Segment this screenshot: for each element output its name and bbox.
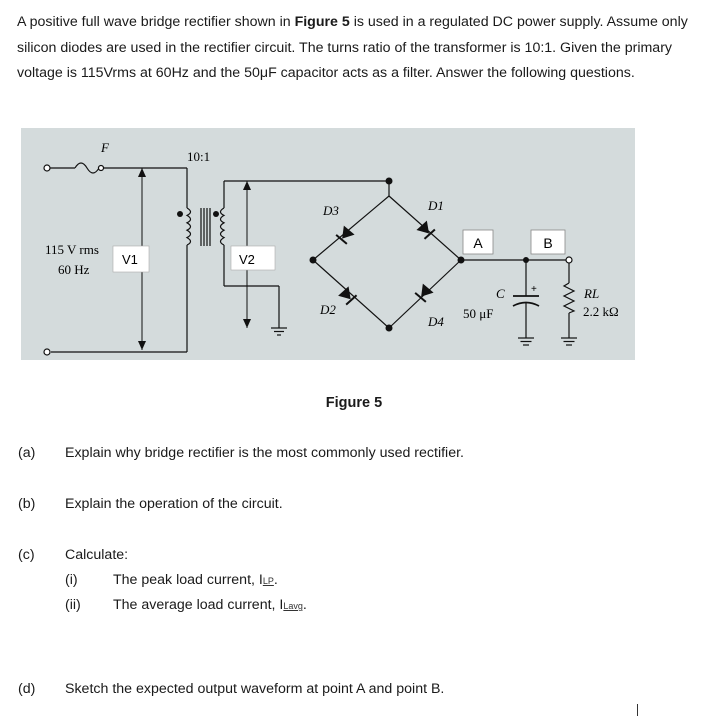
d3-label: D3 xyxy=(323,203,339,218)
input-terminal-top xyxy=(44,165,50,171)
load-name-label: RL xyxy=(584,286,600,301)
question-d-label: (d) xyxy=(18,681,36,697)
question-c-label: (c) xyxy=(18,547,35,563)
point-b-label: B xyxy=(543,235,553,251)
question-c-ii: (ii) The average load current, ILavg. xyxy=(65,597,307,613)
source-frequency-label: 60 Hz xyxy=(58,262,90,277)
secondary-dot xyxy=(213,211,219,217)
question-c-ii-subscript: Lavg xyxy=(283,601,303,611)
question-c-i: (i) The peak load current, ILP. xyxy=(65,572,278,588)
primary-dot xyxy=(177,211,183,217)
capacitor-value-label: 50 μF xyxy=(463,306,494,321)
circuit-diagram xyxy=(21,128,635,360)
question-d-text: Sketch the expected output waveform at point A and point B. xyxy=(65,681,445,697)
fuse-label: F xyxy=(101,140,109,155)
intro-text-end: is used in a regulated DC power supply. Assume only silicon diodes are used in the rectifier circuit. The turns ratio of the transformer is 10:1. Given the primary voltage is 115Vrms at 60Hz and the 50μF capacitor acts as a filter. Answer the following questions. xyxy=(17,14,688,81)
d4-label: D4 xyxy=(428,314,444,329)
source-voltage-label: 115 V rms xyxy=(45,242,99,257)
input-terminal-bottom xyxy=(44,349,50,355)
d2-label: D2 xyxy=(320,302,336,317)
question-c-i-subscript: LP xyxy=(262,576,274,586)
question-a-label: (a) xyxy=(18,445,36,461)
question-c-text: Calculate: xyxy=(65,547,129,563)
load-value-label: 2.2 kΩ xyxy=(583,304,619,319)
question-b-label: (b) xyxy=(18,496,36,512)
turns-ratio-label: 10:1 xyxy=(187,149,211,164)
intro-text-start: A positive full wave bridge rectifier shown in xyxy=(17,14,295,30)
capacitor-plus-label: + xyxy=(531,284,537,295)
question-a-text: Explain why bridge rectifier is the most commonly used rectifier. xyxy=(65,445,464,461)
figure-caption: Figure 5 xyxy=(325,395,383,411)
question-c-i-text: The peak load current, I xyxy=(113,572,263,588)
question-b-text: Explain the operation of the circuit. xyxy=(65,496,283,512)
d1-label: D1 xyxy=(428,198,444,213)
capacitor-name-label: C xyxy=(496,286,505,301)
v2-label: V2 xyxy=(239,252,255,267)
v1-label: V1 xyxy=(122,252,138,267)
question-c-ii-text: The average load current, I xyxy=(113,597,284,613)
figure-reference: Figure 5 xyxy=(294,14,350,30)
problem-statement xyxy=(17,10,697,87)
question-c-i-label: (i) xyxy=(65,572,78,588)
question-c-ii-label: (ii) xyxy=(65,597,81,613)
text-cursor xyxy=(637,704,638,716)
point-a-label: A xyxy=(473,235,483,251)
